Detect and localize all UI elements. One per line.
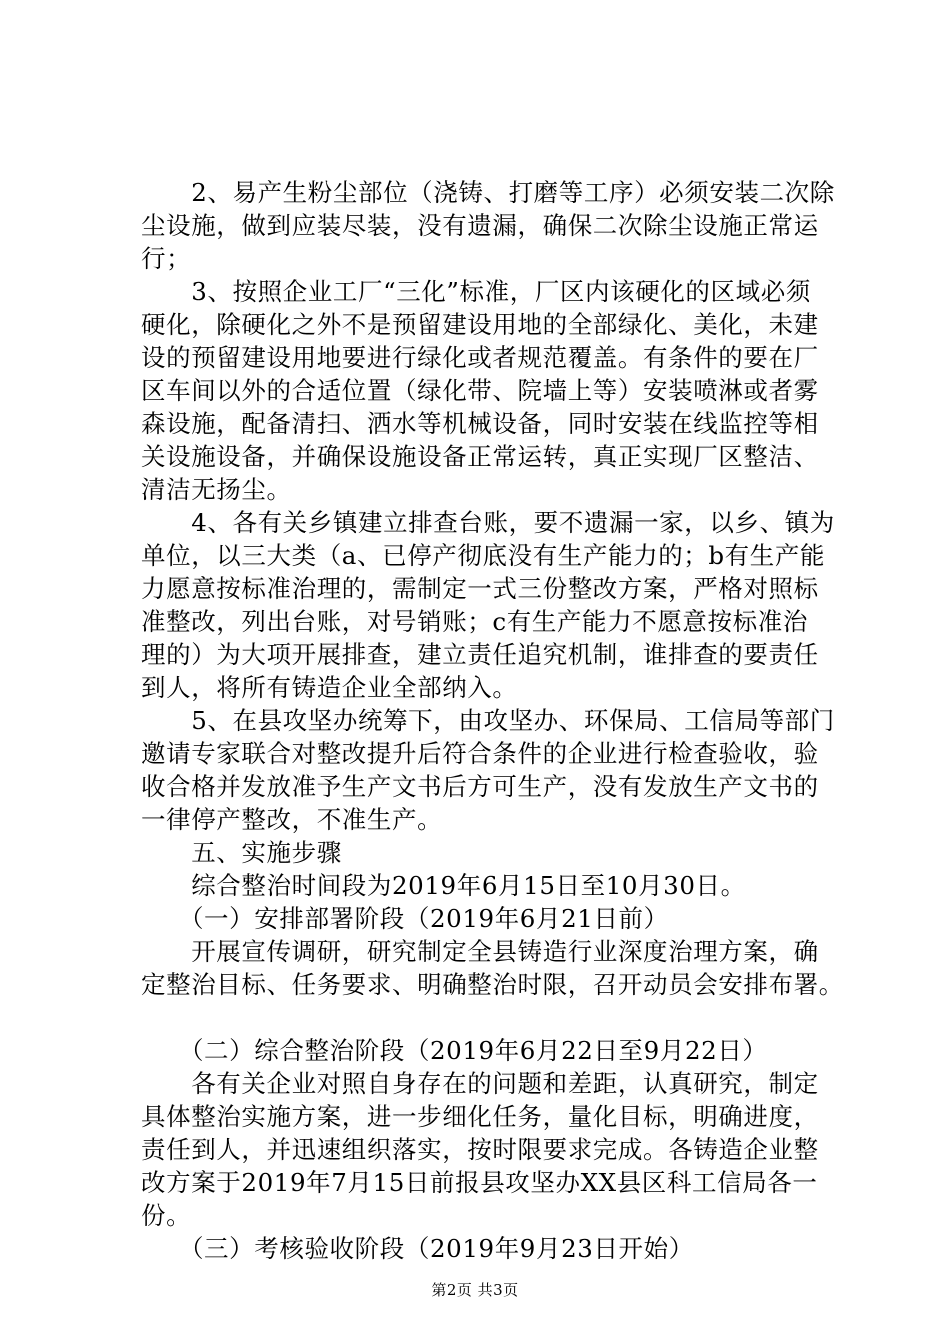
section-heading: 五、实施步骤 — [141, 838, 342, 867]
text-line: 2、易产生粉尘部位（浇铸、打磨等工序）必须安装二次除 — [141, 178, 835, 207]
text-line: 邀请专家联合对整改提升后符合条件的企业进行检查验收，验 — [141, 739, 819, 768]
text-line: 5、在县攻坚办统筹下，由攻坚办、环保局、工信局等部门 — [141, 706, 835, 735]
text-line: 改方案于2019年7月15日前报县攻坚办XX县区科工信局各一 — [141, 1168, 818, 1197]
text-line: 具体整治实施方案，进一步细化任务，量化目标，明确进度， — [141, 1102, 819, 1131]
text-line: 4、各有关乡镇建立排查台账，要不遗漏一家，以乡、镇为 — [141, 508, 835, 537]
text-line: 3、按照企业工厂“三化”标准，厂区内该硬化的区域必须 — [141, 277, 811, 306]
text-line: 理的）为大项开展排查，建立责任追究机制，谁排查的要责任 — [141, 640, 819, 669]
text-line: 关设施设备，并确保设施设备正常运转，真正实现厂区整洁、 — [141, 442, 819, 471]
subsection-heading: （二）综合整治阶段（2019年6月22日至9月22日） — [141, 1036, 768, 1065]
text-line: 综合整治时间段为2019年6月15日至10月30日。 — [141, 871, 746, 900]
text-line: 单位，以三大类（a、已停产彻底没有生产能力的；b有生产能 — [141, 541, 826, 570]
text-line: 硬化，除硬化之外不是预留建设用地的全部绿化、美化，未建 — [141, 310, 819, 339]
text-line: 设的预留建设用地要进行绿化或者规范覆盖。有条件的要在厂 — [141, 343, 819, 372]
text-line: 准整改，列出台账，对号销账；c有生产能力不愿意按标准治 — [141, 607, 808, 636]
text-line: 开展宣传调研，研究制定全县铸造行业深度治理方案，确 — [141, 937, 819, 966]
text-line: 收合格并发放准予生产文书后方可生产，没有发放生产文书的 — [141, 772, 819, 801]
text-line: 到人，将所有铸造企业全部纳入。 — [141, 673, 518, 702]
subsection-heading: （三）考核验收阶段（2019年9月23日开始） — [141, 1234, 694, 1263]
text-line: 责任到人，并迅速组织落实，按时限要求完成。各铸造企业整 — [141, 1135, 819, 1164]
subsection-heading: （一）安排部署阶段（2019年6月21日前） — [141, 904, 669, 933]
text-line: 份。 — [141, 1201, 192, 1230]
text-line: 行； — [141, 244, 192, 273]
text-line: 尘设施，做到应装尽装，没有遗漏，确保二次除尘设施正常运 — [141, 211, 819, 240]
text-line: 森设施，配备清扫、洒水等机械设备，同时安装在线监控等相 — [141, 409, 819, 438]
page-number-footer: 第2页 共3页 — [431, 1281, 519, 1299]
text-line: 一律停产整改，不准生产。 — [141, 805, 443, 834]
text-line: 定整治目标、任务要求、明确整治时限，召开动员会安排布署。 — [141, 970, 844, 999]
text-line: 各有关企业对照自身存在的问题和差距，认真研究，制定 — [141, 1069, 819, 1098]
text-line: 力愿意按标准治理的，需制定一式三份整改方案，严格对照标 — [141, 574, 819, 603]
text-line: 清洁无扬尘。 — [141, 475, 292, 504]
text-line: 区车间以外的合适位置（绿化带、院墙上等）安装喷淋或者雾 — [141, 376, 819, 405]
